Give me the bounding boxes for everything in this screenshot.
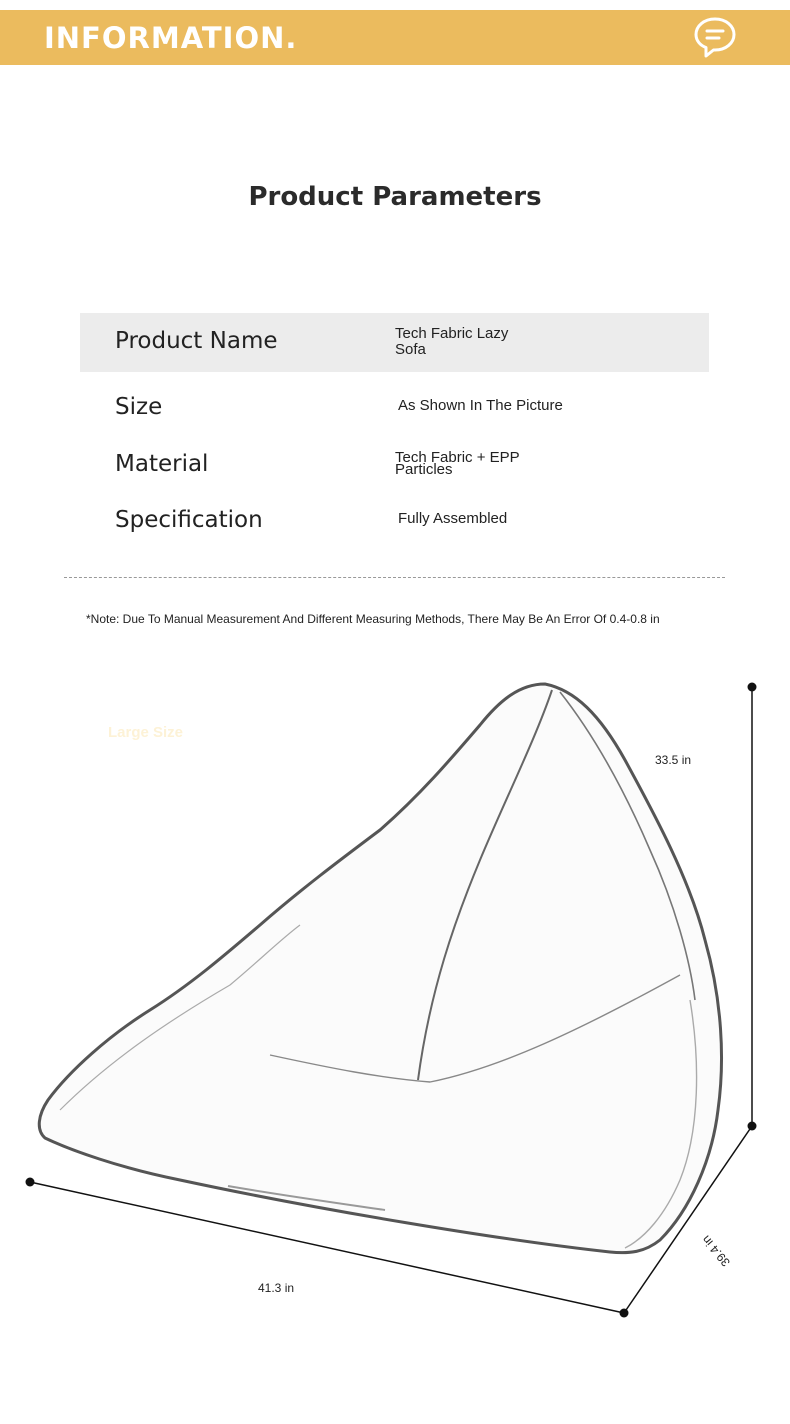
- measurement-note: *Note: Due To Manual Measurement And Different Measuring Methods, There May Be An Error Of 0.4-0.8 in: [86, 612, 660, 626]
- param-row-material: [80, 440, 709, 492]
- param-label: Material: [115, 451, 209, 477]
- height-label: 33.5 in: [655, 753, 692, 767]
- depth-label: 39.4 in: [699, 1232, 733, 1270]
- section-title: Product Parameters: [248, 182, 542, 212]
- bean-bag-illustration: [0, 640, 790, 1360]
- chat-bubble-icon[interactable]: [692, 15, 738, 61]
- bean-bag-outline: [39, 684, 721, 1253]
- param-label: Specification: [115, 507, 263, 533]
- banner-title: INFORMATION.: [44, 21, 298, 55]
- param-row-size: [80, 380, 709, 432]
- param-row-product-name: [80, 313, 709, 372]
- param-value: Fully Assembled: [398, 510, 508, 527]
- param-row-specification: [80, 495, 709, 547]
- size-tag: Large Size: [108, 724, 184, 741]
- param-value: Tech Fabric Lazy Sofa: [395, 325, 509, 358]
- param-value: Tech Fabric + EPP Particles: [395, 449, 520, 478]
- width-label: 41.3 in: [258, 1281, 295, 1295]
- param-value: As Shown In The Picture: [398, 397, 563, 414]
- param-label: Size: [115, 394, 163, 420]
- dashed-divider: [64, 577, 725, 578]
- param-label: Product Name: [115, 328, 278, 354]
- height-dimension-line: [748, 683, 757, 1131]
- header-banner: [0, 10, 790, 65]
